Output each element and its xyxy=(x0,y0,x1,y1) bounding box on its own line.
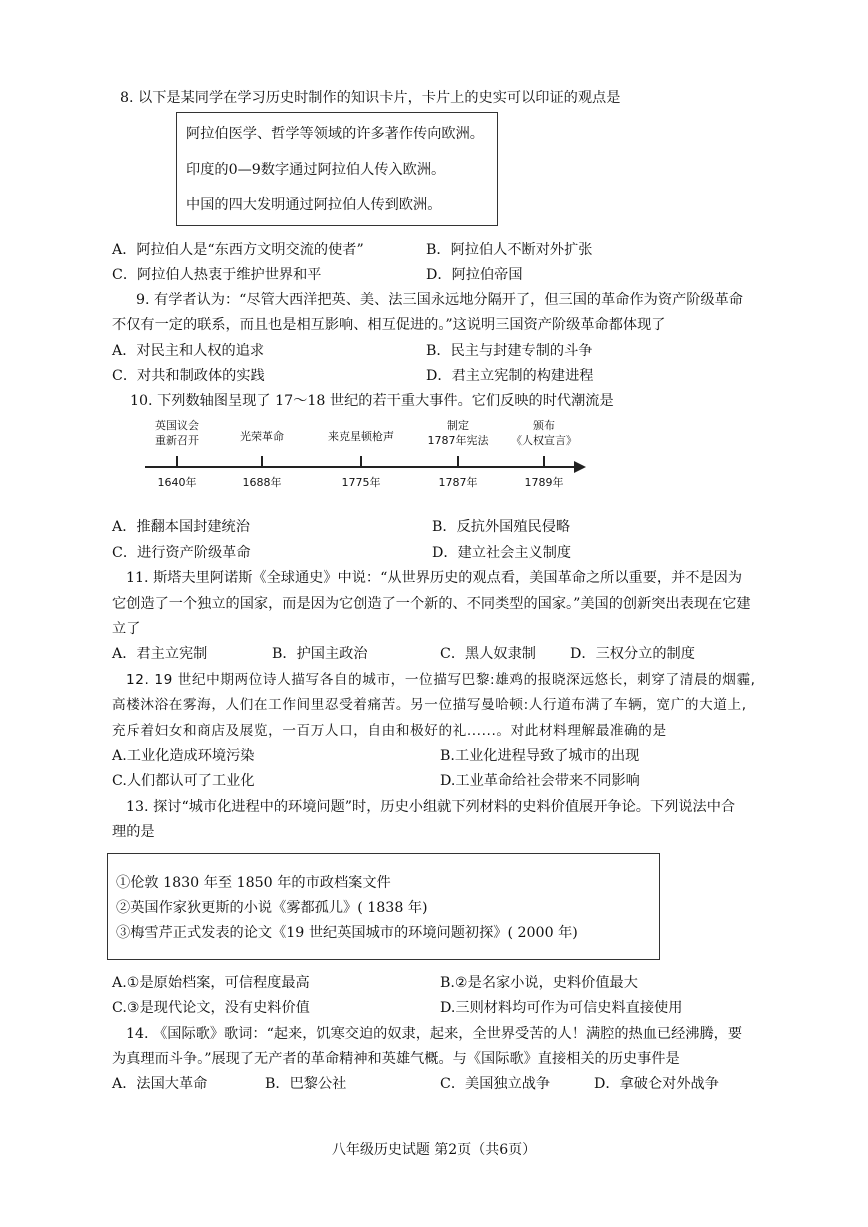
q9-stem-2: 不仅有一定的联系，而且也是相互影响、相互促进的。”这说明三国资产阶级革命都体现了 xyxy=(112,317,666,333)
q12-option-a: A.工业化造成环境污染 xyxy=(112,748,255,764)
q13-option-b: B.②是名家小说，史料价值最大 xyxy=(440,975,638,991)
q9-option-a: A．对民主和人权的追求 xyxy=(112,343,265,359)
q13-option-d: D.三则材料均可作为可信史料直接使用 xyxy=(440,1000,683,1016)
q8-option-c: C．阿拉伯人热衷于维护世界和平 xyxy=(112,267,322,283)
timeline-arrow-icon xyxy=(574,461,586,473)
q12-stem-1: 12. 19 世纪中期两位诗人描写各自的城市，一位描写巴黎:雄鸡的报晓深远悠长，刺穿了清晨的烟霾, xyxy=(126,672,756,688)
event-3-bottom: 来克星顿枪声 xyxy=(328,430,394,443)
q8-card-line-1: 阿拉伯医学、哲学等领域的许多著作传向欧洲。 xyxy=(186,126,484,142)
q8-card-line-3: 中国的四大发明通过阿拉伯人传到欧洲。 xyxy=(186,197,442,213)
q10-option-d: D．建立社会主义制度 xyxy=(432,545,572,561)
q13-stem-2: 理的是 xyxy=(112,824,155,840)
event-5-bottom: 《人权宣言》 xyxy=(511,434,577,447)
event-3-year: 1775年 xyxy=(341,476,381,489)
q14-option-a: A．法国大革命 xyxy=(112,1076,208,1092)
event-4-top: 制定 xyxy=(447,419,469,432)
q13-stem-1: 13. 探讨“城市化进程中的环境问题”时，历史小组就下列材料的史料价值展开争论。下列说法中合 xyxy=(126,799,736,815)
q11-option-d: D．三权分立的制度 xyxy=(570,646,695,662)
q13-material-3: ③梅雪芹正式发表的论文《19 世纪英国城市的环境问题初探》( 2000 年) xyxy=(116,925,578,941)
q13-option-a: A.①是原始档案，可信程度最高 xyxy=(112,975,310,991)
q9-option-d: D．君主立宪制的构建进程 xyxy=(426,368,594,384)
q12-option-c: C.人们都认可了工业化 xyxy=(112,773,255,789)
q13-option-c: C.③是现代论文，没有史料价值 xyxy=(112,1000,310,1016)
q10-stem: 10. 下列数轴图呈现了 17～18 世纪的若干重大事件。它们反映的时代潮流是 xyxy=(130,393,614,409)
q8-card-line-2: 印度的0—9数字通过阿拉伯人传入欧洲。 xyxy=(186,162,446,178)
event-1-top: 英国议会 xyxy=(155,419,199,432)
q13-material-2: ②英国作家狄更斯的小说《雾都孤儿》( 1838 年) xyxy=(116,900,428,916)
q11-option-c: C．黑人奴隶制 xyxy=(440,646,536,662)
timeline-tick xyxy=(360,456,362,468)
event-1-bottom: 重新召开 xyxy=(155,434,199,447)
q12-stem-2: 高楼沐浴在雾海，人们在工作间里忍受着痛苦。另一位描写曼哈顿:人行道布满了车辆，宽广的大道上, xyxy=(112,697,747,713)
q14-option-d: D．拿破仑对外战争 xyxy=(594,1076,719,1092)
event-4-bottom: 1787年宪法 xyxy=(427,434,489,447)
event-1-year: 1640年 xyxy=(157,476,197,489)
q9-stem-1: 9. 有学者认为：“尽管大西洋把英、美、法三国永远地分隔开了，但三国的革命作为资产阶级革命 xyxy=(136,292,743,308)
q8-stem: 8. 以下是某同学在学习历史时制作的知识卡片，卡片上的史实可以印证的观点是 xyxy=(120,90,621,106)
event-2-year: 1688年 xyxy=(242,476,282,489)
q14-stem-2: 为真理而斗争。”展现了无产者的革命精神和英雄气概。与《国际歌》直接相关的历史事件是 xyxy=(112,1051,680,1067)
q11-option-a: A．君主立宪制 xyxy=(112,646,208,662)
q11-stem-2: 它创造了一个独立的国家，而是因为它创造了一个新的、不同类型的国家。”美国的创新突出表现在它建 xyxy=(112,596,751,612)
event-4-year: 1787年 xyxy=(438,476,478,489)
timeline-tick xyxy=(261,456,263,468)
q10-option-a: A．推翻本国封建统治 xyxy=(112,519,250,535)
timeline-tick xyxy=(176,456,178,468)
q12-stem-3: 充斥着妇女和商店及展览，一百万人口，自由和极好的礼......。对此材料理解最准确的是 xyxy=(112,723,667,739)
q10-option-c: C．进行资产阶级革命 xyxy=(112,545,251,561)
q12-option-b: B.工业化进程导致了城市的出现 xyxy=(440,748,640,764)
q8-option-a: A．阿拉伯人是“东西方文明交流的使者” xyxy=(112,242,364,258)
q8-option-b: B．阿拉伯人不断对外扩张 xyxy=(426,242,593,258)
event-2-bottom: 光荣革命 xyxy=(240,430,284,443)
q12-option-d: D.工业革命给社会带来不同影响 xyxy=(440,773,640,789)
event-5-year: 1789年 xyxy=(524,476,564,489)
q14-stem-1: 14. 《国际歌》歌词：“起来，饥寒交迫的奴隶，起来，全世界受苦的人！满腔的热血已经沸腾，要 xyxy=(126,1026,743,1042)
q9-option-c: C．对共和制政体的实践 xyxy=(112,368,265,384)
page-footer: 八年级历史试题 第2页（共6页） xyxy=(331,1142,537,1158)
q9-option-b: B．民主与封建专制的斗争 xyxy=(426,343,593,359)
q14-option-c: C．美国独立战争 xyxy=(440,1076,551,1092)
q11-stem-1: 11. 斯塔夫里阿诺斯《全球通史》中说：“从世界历史的观点看，美国革命之所以重要，并不是因为 xyxy=(126,570,743,586)
q11-option-b: B．护国主政治 xyxy=(272,646,368,662)
q13-material-1: ①伦敦 1830 年至 1850 年的市政档案文件 xyxy=(116,875,391,891)
event-5-top: 颁布 xyxy=(533,419,555,432)
q14-option-b: B．巴黎公社 xyxy=(265,1076,347,1092)
q8-option-d: D．阿拉伯帝国 xyxy=(426,267,523,283)
timeline-tick xyxy=(543,456,545,468)
q11-stem-3: 立了 xyxy=(112,621,141,637)
q10-option-b: B．反抗外国殖民侵略 xyxy=(432,519,571,535)
timeline-tick xyxy=(457,456,459,468)
